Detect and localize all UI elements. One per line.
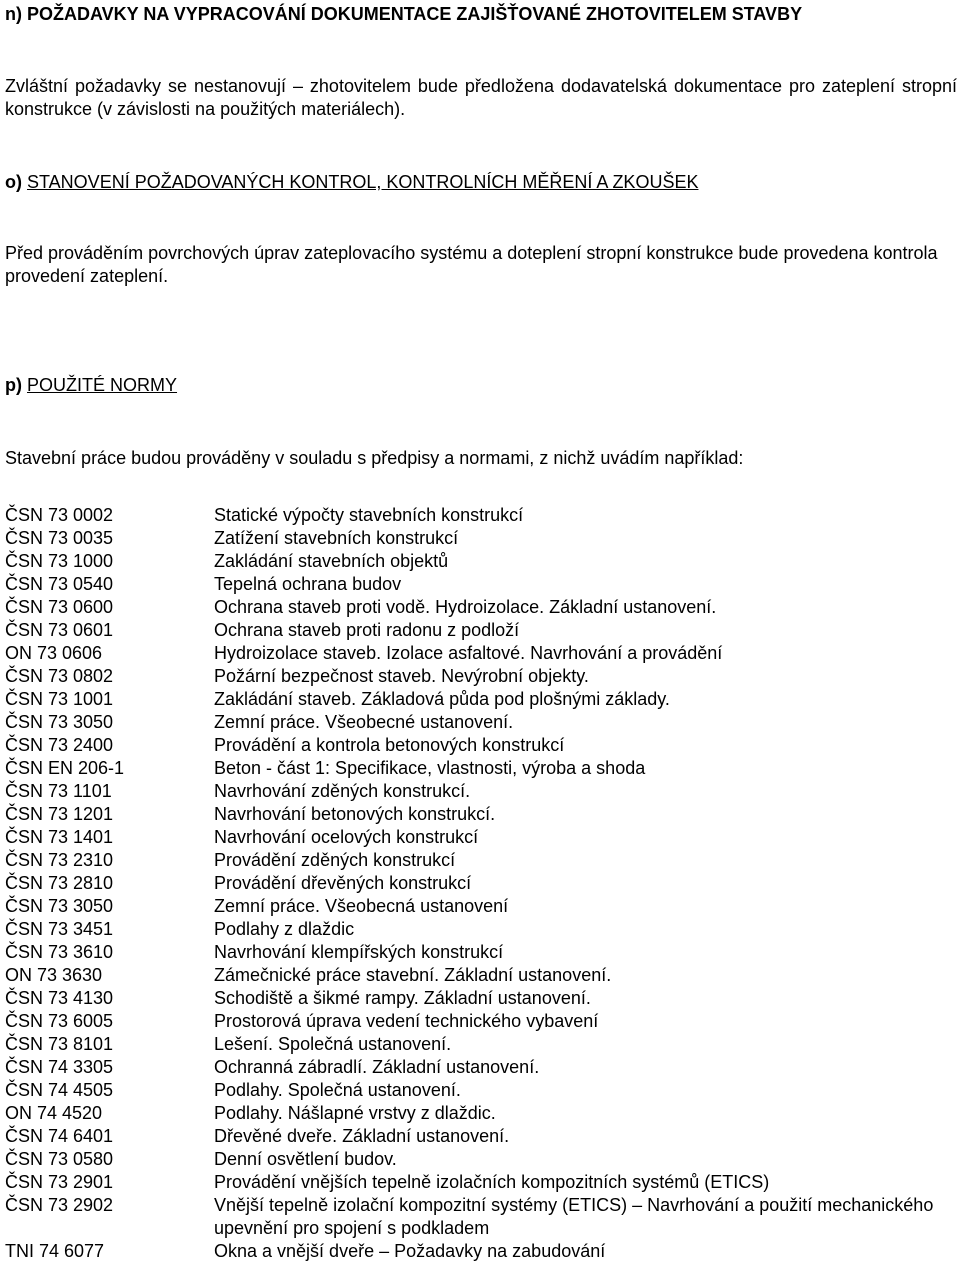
norm-description: Zámečnické práce stavební. Základní ustanovení. xyxy=(214,965,612,985)
section-p-title: POUŽITÉ NORMY xyxy=(27,375,178,395)
norm-row xyxy=(5,550,957,573)
norm-description: Podlahy. Nášlapné vrstvy z dlaždic. xyxy=(214,1103,496,1123)
norm-code: ČSN 73 1000 xyxy=(5,551,114,571)
norm-description: Podlahy z dlaždic xyxy=(214,919,355,939)
norm-description: Prostorová úprava vedení technického vybavení xyxy=(214,1011,599,1031)
norm-code: ČSN 73 1101 xyxy=(5,781,112,801)
norm-code: ČSN 73 0002 xyxy=(5,505,114,525)
norm-row xyxy=(5,1194,957,1240)
norm-description: Zakládání staveb. Základová půda pod plošnými základy. xyxy=(214,689,670,709)
section-n-text: Zvláštní požadavky se nestanovují – zhotovitelem bude předložena dodavatelská dokumentace pro zateplení stropní konstrukce (v závislosti na použitých materiálech). xyxy=(5,76,957,119)
norm-description: Statické výpočty stavebních konstrukcí xyxy=(214,505,524,525)
norm-description: Hydroizolace staveb. Izolace asfaltové. Navrhování a provádění xyxy=(214,643,723,663)
norm-row xyxy=(5,803,957,826)
norm-row xyxy=(5,642,957,665)
section-p-text: Stavební práce budou prováděny v souladu s předpisy a normami, z nichž uvádím například: xyxy=(5,448,744,468)
section-o-text: Před prováděním povrchových úprav zateplovacího systému a doteplení stropní konstrukce bude provedena kontrola provedení zateplení. xyxy=(5,243,938,286)
norm-code: ČSN 73 3610 xyxy=(5,942,114,962)
norm-description: Zakládání stavebních objektů xyxy=(214,551,449,571)
norm-description: Navrhování betonových konstrukcí. xyxy=(214,804,496,824)
norm-code: ČSN 73 2400 xyxy=(5,735,114,755)
norm-description: Beton - část 1: Specifikace, vlastnosti, výroba a shoda xyxy=(214,758,646,778)
norm-description: Vnější tepelně izolační kompozitní systémy (ETICS) – Navrhování a použití mechanického upevnění pro spojení s podkladem xyxy=(214,1195,934,1238)
norm-description: Provádění a kontrola betonových konstrukcí xyxy=(214,735,565,755)
norm-description: Ochranná zábradlí. Základní ustanovení. xyxy=(214,1057,540,1077)
norm-description: Provádění dřevěných konstrukcí xyxy=(214,873,472,893)
norm-code: ČSN 73 0540 xyxy=(5,574,114,594)
norm-code: ČSN 73 3050 xyxy=(5,712,114,732)
norm-description: Navrhování ocelových konstrukcí xyxy=(214,827,479,847)
norm-code: ČSN 74 3305 xyxy=(5,1057,114,1077)
norm-row xyxy=(5,1033,957,1056)
norm-description: Navrhování klempířských konstrukcí xyxy=(214,942,504,962)
norm-code: ON 73 3630 xyxy=(5,965,103,985)
section-p-heading xyxy=(5,375,177,396)
norm-row xyxy=(5,987,957,1010)
norm-row xyxy=(5,941,957,964)
norm-code: ČSN 73 0035 xyxy=(5,528,114,548)
norm-row xyxy=(5,1125,957,1148)
norm-description: Ochrana staveb proti vodě. Hydroizolace. Základní ustanovení. xyxy=(214,597,717,617)
norm-row xyxy=(5,527,957,550)
norm-description: Dřevěné dveře. Základní ustanovení. xyxy=(214,1126,510,1146)
norm-row xyxy=(5,1171,957,1194)
norm-row xyxy=(5,757,957,780)
norm-row xyxy=(5,1148,957,1171)
norm-row xyxy=(5,1102,957,1125)
norm-code: ČSN 73 0580 xyxy=(5,1149,114,1169)
norm-row xyxy=(5,1056,957,1079)
norm-code: ČSN 73 0601 xyxy=(5,620,114,640)
section-o-heading xyxy=(5,172,698,193)
norm-description: Denní osvětlení budov. xyxy=(214,1149,397,1169)
section-n-title: POŽADAVKY NA VYPRACOVÁNÍ DOKUMENTACE ZAJIŠŤOVANÉ ZHOTOVITELEM STAVBY xyxy=(27,4,803,24)
norm-code: ČSN 74 4505 xyxy=(5,1080,114,1100)
norm-row xyxy=(5,711,957,734)
norm-code: ČSN 73 6005 xyxy=(5,1011,114,1031)
norm-code: ČSN 73 2901 xyxy=(5,1172,114,1192)
norm-row xyxy=(5,734,957,757)
norm-code: ČSN 73 0600 xyxy=(5,597,114,617)
norm-description: Navrhování zděných konstrukcí. xyxy=(214,781,471,801)
norm-code: ČSN 73 1201 xyxy=(5,804,114,824)
norm-description: Lešení. Společná ustanovení. xyxy=(214,1034,452,1054)
norm-code: TNI 74 6077 xyxy=(5,1241,105,1261)
norm-description: Zatížení stavebních konstrukcí xyxy=(214,528,459,548)
norm-description: Podlahy. Společná ustanovení. xyxy=(214,1080,461,1100)
norm-code: ON 74 4520 xyxy=(5,1103,103,1123)
norm-code: ČSN 73 1401 xyxy=(5,827,114,847)
norm-row xyxy=(5,1240,957,1263)
norm-description: Ochrana staveb proti radonu z podloží xyxy=(214,620,520,640)
section-o-prefix: o) xyxy=(5,172,22,192)
norm-code: ČSN 73 1001 xyxy=(5,689,114,709)
norm-code: ČSN 73 0802 xyxy=(5,666,114,686)
norm-code: ČSN 73 3451 xyxy=(5,919,114,939)
norm-row xyxy=(5,826,957,849)
norm-description: Zemní práce. Všeobecné ustanovení. xyxy=(214,712,514,732)
section-o-title: STANOVENÍ POŽADOVANÝCH KONTROL, KONTROLNÍCH MĚŘENÍ A ZKOUŠEK xyxy=(27,172,699,192)
norm-row xyxy=(5,688,957,711)
norm-row xyxy=(5,504,957,527)
norm-row xyxy=(5,596,957,619)
norm-code: ČSN 73 2810 xyxy=(5,873,114,893)
norm-code: ON 73 0606 xyxy=(5,643,103,663)
norm-description: Schodiště a šikmé rampy. Základní ustanovení. xyxy=(214,988,591,1008)
norm-row xyxy=(5,573,957,596)
norm-row xyxy=(5,619,957,642)
section-n-prefix: n) xyxy=(5,4,22,24)
norm-row xyxy=(5,780,957,803)
norm-description: Zemní práce. Všeobecná ustanovení xyxy=(214,896,509,916)
norm-code: ČSN 73 4130 xyxy=(5,988,114,1008)
norm-row xyxy=(5,1079,957,1102)
norm-code: ČSN EN 206-1 xyxy=(5,758,125,778)
norm-description: Požární bezpečnost staveb. Nevýrobní objekty. xyxy=(214,666,589,686)
norm-description: Tepelná ochrana budov xyxy=(214,574,402,594)
norm-row xyxy=(5,872,957,895)
norm-description: Provádění zděných konstrukcí xyxy=(214,850,456,870)
norm-row xyxy=(5,895,957,918)
section-p-prefix: p) xyxy=(5,375,22,395)
norm-row xyxy=(5,1010,957,1033)
norm-description: Provádění vnějších tepelně izolačních kompozitních systémů (ETICS) xyxy=(214,1172,770,1192)
norm-code: ČSN 73 2310 xyxy=(5,850,114,870)
norm-description: Okna a vnější dveře – Požadavky na zabudování xyxy=(214,1241,606,1261)
section-n-heading xyxy=(5,4,802,25)
norm-code: ČSN 73 2902 xyxy=(5,1195,114,1215)
norm-code: ČSN 73 3050 xyxy=(5,896,114,916)
norm-row xyxy=(5,918,957,941)
norm-row xyxy=(5,964,957,987)
norm-code: ČSN 74 6401 xyxy=(5,1126,114,1146)
norm-row xyxy=(5,849,957,872)
norms-list xyxy=(5,504,957,1263)
norm-row xyxy=(5,665,957,688)
norm-code: ČSN 73 8101 xyxy=(5,1034,114,1054)
